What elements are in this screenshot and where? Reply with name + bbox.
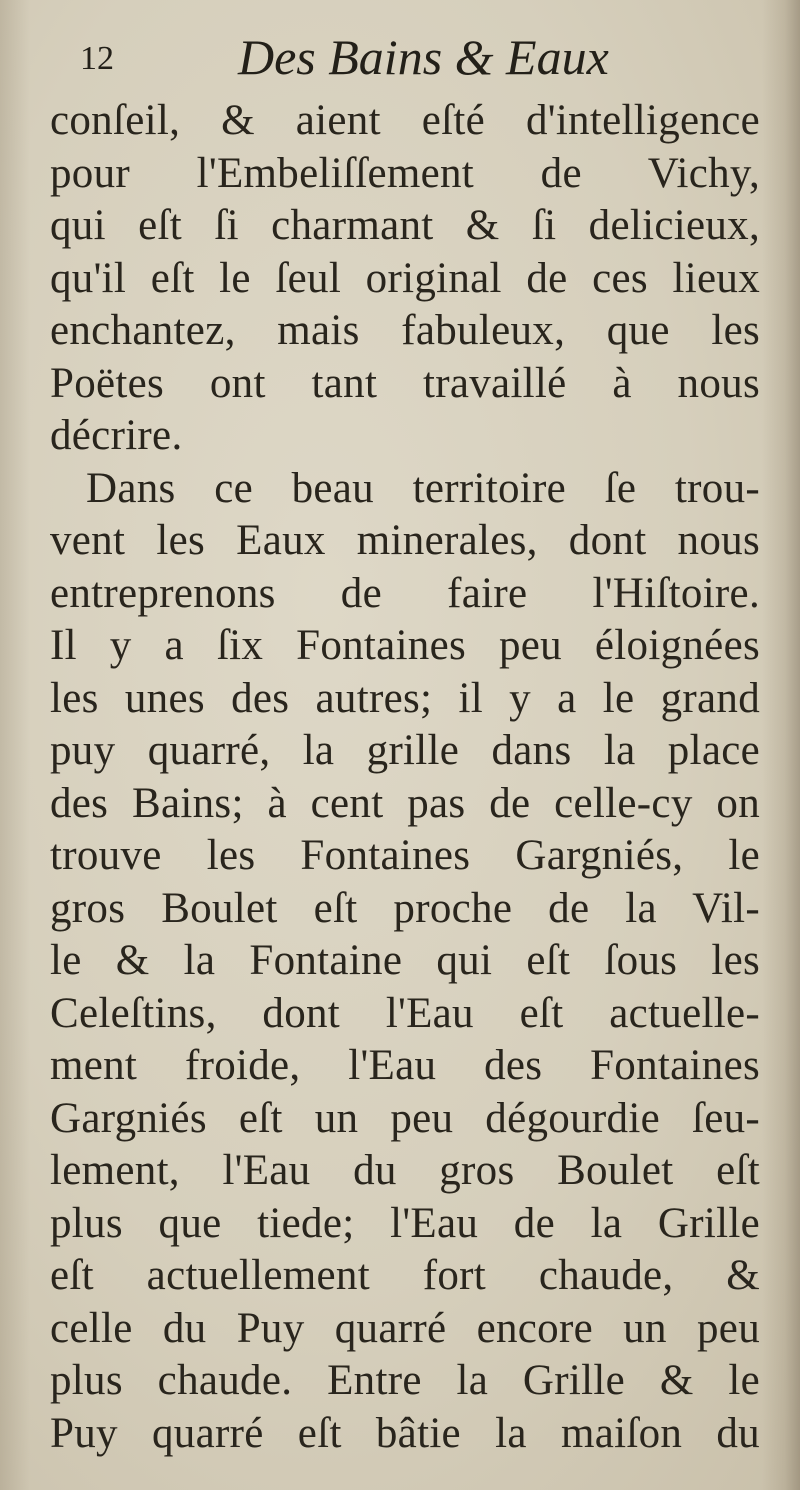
page-number: 12 [80,40,114,77]
text-line: Celeſtins, dont l'Eau eſt actuelle- [50,989,760,1037]
text-line: puy quarré, la grille dans la place [50,727,760,774]
text-line: entreprenons de faire l'Hiſtoire. [50,569,760,617]
text-line: Gargniés eſt un peu dégourdie ſeu- [50,1094,760,1142]
text-line: ment froide, l'Eau des Fontaines [50,1042,760,1089]
page-edge-shadow [762,0,800,1490]
text-line: qui eſt ſi charmant & ſi delicieux, [50,202,760,249]
text-line: lement, l'Eau du gros Boulet eſt [50,1147,760,1194]
text-line: celle du Puy quarré encore un peu [50,1304,760,1352]
text-line: Puy quarré eſt bâtie la maiſon du [50,1409,760,1457]
text-line: pour l'Embeliſſement de Vichy, [50,149,760,197]
text-line: conſeil, & aient eſté d'intelligence [50,97,760,144]
text-line: Il y a ſix Fontaines peu éloignées [50,622,760,669]
text-line: Dans ce beau territoire ſe trou- [86,464,760,512]
text-line: décrire. [50,412,183,459]
text-line: vent les Eaux minerales, dont nous [50,517,760,564]
running-title: Des Bains & Eaux [238,29,609,85]
text-line: Poëtes ont tant travaillé à nous [50,359,760,407]
text-line: le & la Fontaine qui eſt ſous les [50,937,760,984]
text-line: plus que tiede; l'Eau de la Grille [50,1199,760,1247]
page-header [80,28,720,98]
text-line: plus chaude. Entre la Grille & le [50,1357,760,1404]
text-line: trouve les Fontaines Gargniés, le [50,832,760,879]
text-line: qu'il eſt le ſeul original de ces lieux [50,254,760,302]
text-line: eſt actuellement fort chaude, & [50,1252,760,1299]
text-line: des Bains; à cent pas de celle-cy on [50,779,760,827]
body-text [50,95,760,1460]
text-line: gros Boulet eſt proche de la Vil- [50,884,760,932]
page-gutter-shadow [0,0,30,1490]
text-line: les unes des autres; il y a le grand [50,674,760,722]
text-line: enchantez, mais fabuleux, que les [50,307,760,354]
